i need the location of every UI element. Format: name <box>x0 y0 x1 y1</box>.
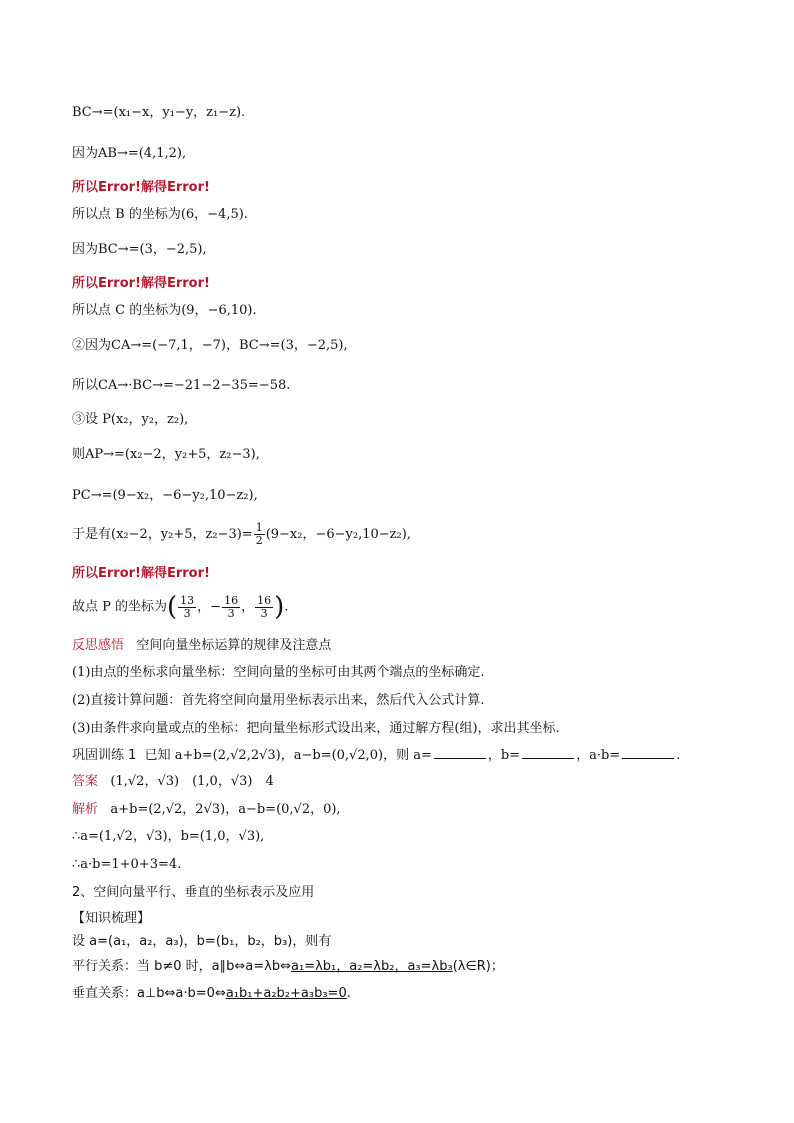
answer-blank-a <box>434 746 486 759</box>
fraction-py <box>222 595 240 620</box>
parallel-prefix: 平行关系：当 b≠0 时，a∥b⇔a=λb⇔ <box>72 959 291 974</box>
line-point-c: 所以点 C 的坐标为(9，−6,10). <box>72 303 257 318</box>
exercise-text: 已知 a+b=(2,√2,2√3)，a−b=(0,√2,0)，则 a= <box>144 748 432 763</box>
line-pc-vector: PC→=(9−x₂，−6−y₂,10−z₂), <box>72 488 258 503</box>
fraction-pz <box>255 595 273 620</box>
fraction-half <box>254 522 265 547</box>
solution-line-1 <box>72 801 341 819</box>
perpendicular-prefix: 垂直关系：a⊥b⇔a·b=0⇔ <box>72 986 226 1001</box>
knowledge-line-1: 设 a=(a₁，a₂，a₃)，b=(b₁，b₂，b₃)，则有 <box>72 934 332 949</box>
exercise-b-label: ，b= <box>487 748 521 763</box>
line-bc-vector: BC→=(x₁−x，y₁−y，z₁−z). <box>72 105 246 120</box>
reflection-point-1: (1)由点的坐标求向量坐标：空间向量的坐标可由其两个端点的坐标确定. <box>72 665 485 680</box>
fraction-half-den: 2 <box>255 534 263 547</box>
fraction-pz-num: 16 <box>257 593 272 607</box>
perpendicular-condition: a₁b₁+a₂b₂+a₃b₃=0 <box>225 986 347 1001</box>
parallel-relation <box>72 958 504 976</box>
parallel-condition: a₁=λb₁，a₂=λb₂，a₃=λb₃ <box>291 959 453 974</box>
reflection-subtitle: 空间向量坐标运算的规律及注意点 <box>136 638 332 653</box>
line-bc-given: 因为BC→=(3，−2,5), <box>72 242 207 257</box>
equation-left: 于是有(x₂−2，y₂+5，z₂−3)= <box>72 527 253 542</box>
line-set-p: ③设 P(x₂，y₂，z₂), <box>72 412 189 427</box>
line-point-p: 故点 P 的坐标为( $\frac{13}{3}$ ，− $\frac{16}{3}$ ， $\frac{16}{3}$ ). <box>72 592 289 622</box>
solution-line-2: ∴a=(1,√2，√3)，b=(1,0，√3), <box>72 829 265 844</box>
reflection-point-2: (2)直接计算问题：首先将空间向量用坐标表示出来，然后代入公式计算. <box>72 693 485 708</box>
reflection-title: 反思感悟 <box>72 638 125 653</box>
solution-label: 解析 <box>72 802 99 817</box>
fraction-px-num: 13 <box>180 593 195 607</box>
answer-blank-ab <box>622 746 674 759</box>
line-error-2: 所以Error!解得Error! <box>72 276 210 291</box>
fraction-px-den: 3 <box>183 606 191 620</box>
exercise-ab-label: ，a·b= <box>576 748 621 763</box>
solution-text-1: a+b=(2,√2，2√3)，a−b=(0,√2，0), <box>110 802 341 817</box>
fraction-py-num: 16 <box>224 593 239 607</box>
line-dot-product: 所以CA→·BC→=−21−2−35=−58. <box>72 378 291 393</box>
perpendicular-suffix: . <box>346 986 351 1001</box>
fraction-py-den: 3 <box>227 606 235 620</box>
solution-line-3: ∴a·b=1+0+3=4. <box>72 857 182 872</box>
section-2-heading: 2、空间向量平行、垂直的坐标表示及应用 <box>72 885 315 900</box>
point-p-label: 故点 P 的坐标为 <box>72 599 168 615</box>
line-ap-vector: 则AP→=(x₂−2，y₂+5，z₂−3), <box>72 447 260 462</box>
perpendicular-relation <box>72 985 351 1003</box>
knowledge-heading: 【知识梳理】 <box>72 911 151 926</box>
reflection-point-3: (3)由条件求向量或点的坐标：把向量坐标形式设出来，通过解方程(组)，求出其坐标. <box>72 721 560 736</box>
answer-line <box>72 773 274 791</box>
line-ca-bc: ②因为CA→=(−7,1，−7)，BC→=(3，−2,5), <box>72 338 348 353</box>
line-error-1: 所以Error!解得Error! <box>72 180 210 195</box>
answer-label: 答案 <box>72 774 99 789</box>
parallel-suffix: (λ∈R)； <box>452 959 504 974</box>
line-error-3: 所以Error!解得Error! <box>72 566 210 581</box>
exercise-title: 巩固训练 1 <box>72 748 137 763</box>
answer-text: (1,√2，√3) (1,0，√3) 4 <box>110 774 274 789</box>
exercise-end: . <box>676 748 681 763</box>
fraction-px <box>178 595 196 620</box>
fraction-half-num: 1 <box>255 521 263 534</box>
equation-right: (9−x₂，−6−y₂,10−z₂), <box>265 527 411 542</box>
reflection-heading <box>72 637 331 655</box>
line-equation <box>72 522 411 547</box>
fraction-pz-den: 3 <box>260 606 268 620</box>
answer-blank-b <box>522 746 574 759</box>
exercise-line <box>72 746 680 765</box>
line-ab-given: 因为AB→=(4,1,2), <box>72 146 187 161</box>
line-point-b: 所以点 B 的坐标为(6，−4,5). <box>72 207 248 222</box>
